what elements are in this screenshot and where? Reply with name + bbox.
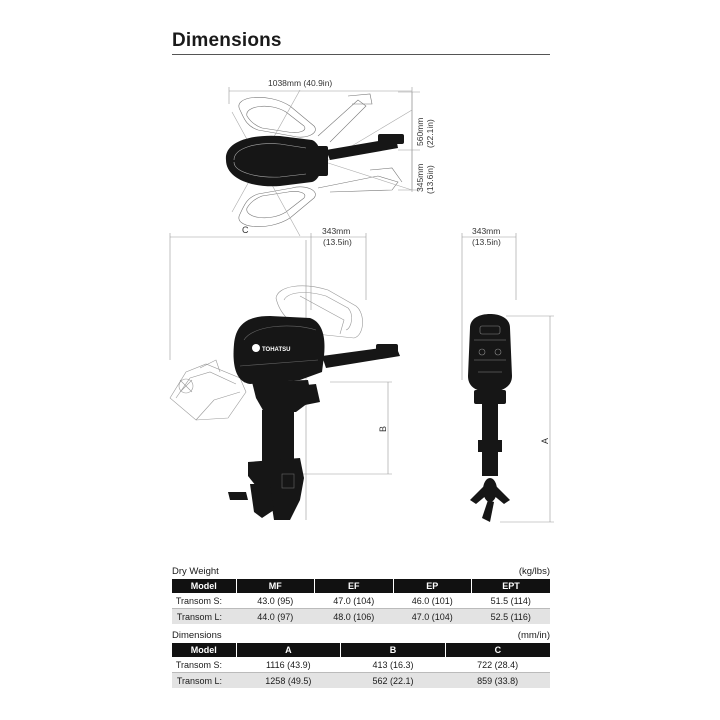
top-dim-lower-mm: 345mm [415,163,425,192]
top-width-label: 1038mm (40.9in) [268,78,333,88]
table-cell: 48.0 (106) [315,609,394,625]
table-cell: 722 (28.4) [445,657,550,673]
rear-offset-mm: 343mm [472,226,501,236]
table-cell-model: Transom S: [172,593,236,609]
dimensions-heading: Dimensions [172,630,222,641]
table-cell-model: Transom L: [172,673,236,689]
column-header: EF [315,579,394,593]
table-cell: 47.0 (104) [315,593,394,609]
dry-weight-unit: (kg/lbs) [518,566,550,577]
dry-weight-heading: Dry Weight [172,566,219,577]
column-header: C [445,643,550,657]
side-offset-in: (13.5in) [323,237,352,247]
page-title: Dimensions [172,30,282,51]
table-cell-model: Transom S: [172,657,236,673]
table-header-row [172,579,550,593]
column-header: Model [172,643,236,657]
label-a: A [540,437,550,444]
rear-offset-in: (13.5in) [472,237,501,247]
dry-weight-header [172,566,550,577]
table-cell: 859 (33.8) [445,673,550,689]
table-row [172,657,550,673]
column-header: B [341,643,446,657]
top-dim-upper-mm: 560mm [415,117,425,146]
label-c: C [242,225,249,235]
column-header: A [236,643,341,657]
table-row [172,673,550,689]
table-cell-model: Transom L: [172,609,236,625]
table-row [172,593,550,609]
side-view-trim-ghost [170,360,246,420]
table-cell: 562 (22.1) [341,673,446,689]
dimensions-unit: (mm/in) [517,630,550,641]
dimensions-table [172,643,550,688]
column-header: MF [236,579,315,593]
table-cell: 1116 (43.9) [236,657,341,673]
table-header-row [172,643,550,657]
table-cell: 51.5 (114) [472,593,551,609]
dry-weight-table [172,579,550,624]
table-cell: 47.0 (104) [393,609,472,625]
table-row [172,609,550,625]
table-cell: 52.5 (116) [472,609,551,625]
brand-logo-text: TOHATSU [262,347,291,353]
top-view-engine [226,134,404,186]
table-cell: 44.0 (97) [236,609,315,625]
column-header: EP [393,579,472,593]
table-cell: 46.0 (101) [393,593,472,609]
label-b: B [378,425,388,432]
top-dim-lower-in: (13.6in) [425,165,435,194]
dimensions-header [172,630,550,641]
rear-view-engine [468,314,512,522]
table-cell: 1258 (49.5) [236,673,341,689]
table-cell: 413 (16.3) [341,657,446,673]
column-header: Model [172,579,236,593]
column-header: EPT [472,579,551,593]
side-offset-mm: 343mm [322,226,351,236]
table-cell: 43.0 (95) [236,593,315,609]
top-dim-upper-in: (22.1in) [425,119,435,148]
